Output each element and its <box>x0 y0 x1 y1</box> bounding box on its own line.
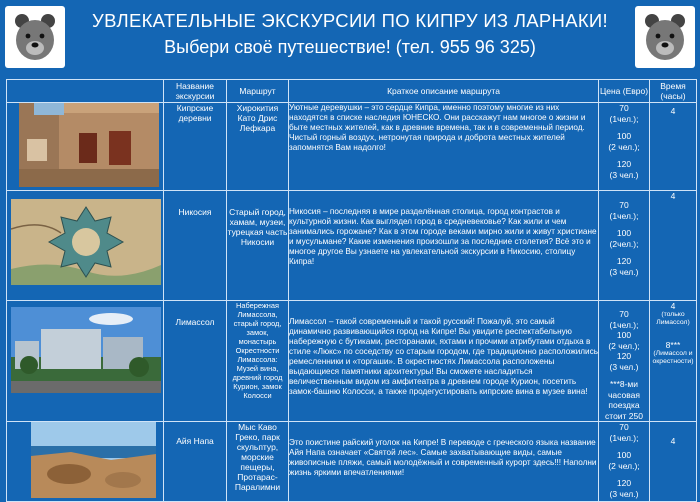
price-2-value: 100 <box>616 330 632 340</box>
photo-cell <box>7 301 164 422</box>
excursion-route: Мыс Каво Греко, парк скульптур, морские пещеры, Протарас-Паралимни <box>227 422 289 502</box>
price-2-value: 100 <box>616 450 632 460</box>
bear-head-icon <box>9 10 61 64</box>
price-3-label: (3 чел.) <box>609 266 639 277</box>
price-1-value: 70 <box>619 103 629 113</box>
price-1-value: 70 <box>619 309 629 319</box>
time-note: (только Лимассол) <box>656 311 690 326</box>
price-3-value: 120 <box>616 159 632 169</box>
excursion-description: Никосия – последняя в мире разделённая столица, город контрастов и культурной жизни. Как выглядел город в средневековье? Как жили и чем занимались горожане? Как в этом городе веками мирно жили и живут христиане и мусульмане? Какие изменения произошли за последние столетия? Всё это и многое другое Вы узнаете на увлекательной экскурсии в Никосию, столицу Кипра! <box>289 191 599 301</box>
nicosia-map-photo <box>11 199 161 285</box>
excursion-time <box>650 301 697 422</box>
excursion-route: Набережная Лимассола, старый город, замок, монастырь Окрестности Лимассола: Музей вина, древний город Курион, замок Колосси <box>227 301 289 422</box>
price-1-label: (1чел.); <box>609 319 639 330</box>
limassol-photo <box>11 307 161 393</box>
bear-logo-left <box>5 6 65 68</box>
price-2-value: 100 <box>616 228 632 238</box>
excursion-route: Старый город, хамам, музеи, турецкая часть Никосии <box>227 191 289 301</box>
bear-logo-right <box>635 6 695 68</box>
excursion-name: Лимассол <box>164 301 227 422</box>
price-extra-note: ***8-ми часовая поездка стоит 250 <box>605 379 643 421</box>
column-header-price: Цена (Евро) <box>599 80 650 103</box>
excursion-price <box>599 103 650 191</box>
excursion-price <box>599 301 650 422</box>
price-1-value: 70 <box>619 200 629 210</box>
time-value: 4 <box>670 301 676 311</box>
table-row <box>7 301 697 422</box>
excursion-time <box>650 191 697 301</box>
excursion-description: Лимассол – такой современный и такой русский! Пожалуй, это самый динамично развивающийся город на Кипре! Вы увидите респектабельную набережную с бутиками, ресторанами, яхтами и прочими атрибутами отдыха в стиле «Люкс» по соседству со старым городом, где традиционно расположились ремесленники и «торгаши». В окрестностях Лимассола расположены выдающиеся памятники архитектуры! Вы сможете насладиться величественным видом из амфитеатра в древнем городе Курион, посетить замок-башню Колосси, а также продегустировать кипрские вина в музее вина! <box>289 301 599 422</box>
price-1-label: (1чел.); <box>609 113 639 124</box>
excursion-time <box>650 103 697 191</box>
column-header-time: Время (часы) <box>650 80 697 103</box>
price-1-label: (1чел.); <box>609 432 639 443</box>
column-header-description: Краткое описание маршрута <box>289 80 599 103</box>
price-3-label: (3 чел.) <box>609 488 639 499</box>
ayia-napa-photo <box>31 422 156 498</box>
table-header-row <box>7 80 697 103</box>
page-title: УВЛЕКАТЕЛЬНЫЕ ЭКСКУРСИИ ПО КИПРУ ИЗ ЛАРНАКИ! <box>92 10 608 31</box>
excursion-name: Никосия <box>164 191 227 301</box>
excursion-name: Айя Напа <box>164 422 227 502</box>
price-2-label: (2чел.); <box>609 238 639 249</box>
price-2-value: 100 <box>616 131 632 141</box>
price-3-value: 120 <box>616 478 632 488</box>
price-2-label: (2 чел.); <box>608 141 640 152</box>
table-row <box>7 191 697 301</box>
photo-cell <box>7 103 164 191</box>
excursion-name: Кипрские деревни <box>164 103 227 191</box>
price-3-value: 120 <box>616 351 632 361</box>
excursions-table <box>6 79 697 502</box>
excursion-time <box>650 422 697 502</box>
column-header-photo <box>7 80 164 103</box>
excursion-description: Это поистине райский уголок на Кипре! В переводе с греческого языка название Айя Напа означает «Святой лес». Самые захватывающие виды, самые живописные пляжи, самый молодёжный и современный курорт здесь!!! Наполни жизнь яркими впечатлениями! <box>289 422 599 502</box>
price-3-label: (3 чел.) <box>609 169 639 180</box>
table-row <box>7 422 697 502</box>
bear-head-icon <box>639 10 691 64</box>
page-subtitle: Выбери своё путешествие! (тел. 955 96 325) <box>164 37 536 57</box>
price-3-value: 120 <box>616 256 632 266</box>
excursion-description: Уютные деревушки – это сердце Кипра, именно поэтому многие из них находятся в списке наследия ЮНЕСКО. Они расскажут нам многое о жизни и быте местных жителей, как в древние времена, так и в современный период. Чистый горный воздух, нетронутая природа и доброта местных жителей запомнятся Вам надолго! <box>289 103 599 191</box>
time-value: 4 <box>670 436 676 446</box>
price-2-label: (2 чел.); <box>608 340 640 351</box>
price-2-label: (2 чел.); <box>608 460 640 471</box>
price-3-label: (3 чел.) <box>609 361 639 372</box>
column-header-name: Название экскурсии <box>164 80 227 103</box>
excursion-price <box>599 422 650 502</box>
price-1-value: 70 <box>619 422 629 432</box>
excursion-price <box>599 191 650 301</box>
photo-cell <box>7 191 164 301</box>
price-1-label: (1чел.); <box>609 210 639 221</box>
photo-cell <box>7 422 164 502</box>
table-row <box>7 103 697 191</box>
time-value: 4 <box>670 106 676 116</box>
time-extra-note: (Лимассол и окрестности) <box>652 350 694 365</box>
excursion-route: Хирокития Като Дрис Лефкара <box>227 103 289 191</box>
village-photo <box>19 103 159 187</box>
time-value: 4 <box>670 191 676 201</box>
header <box>72 9 628 59</box>
column-header-route: Маршрут <box>227 80 289 103</box>
time-extra-value: 8*** <box>665 340 681 350</box>
